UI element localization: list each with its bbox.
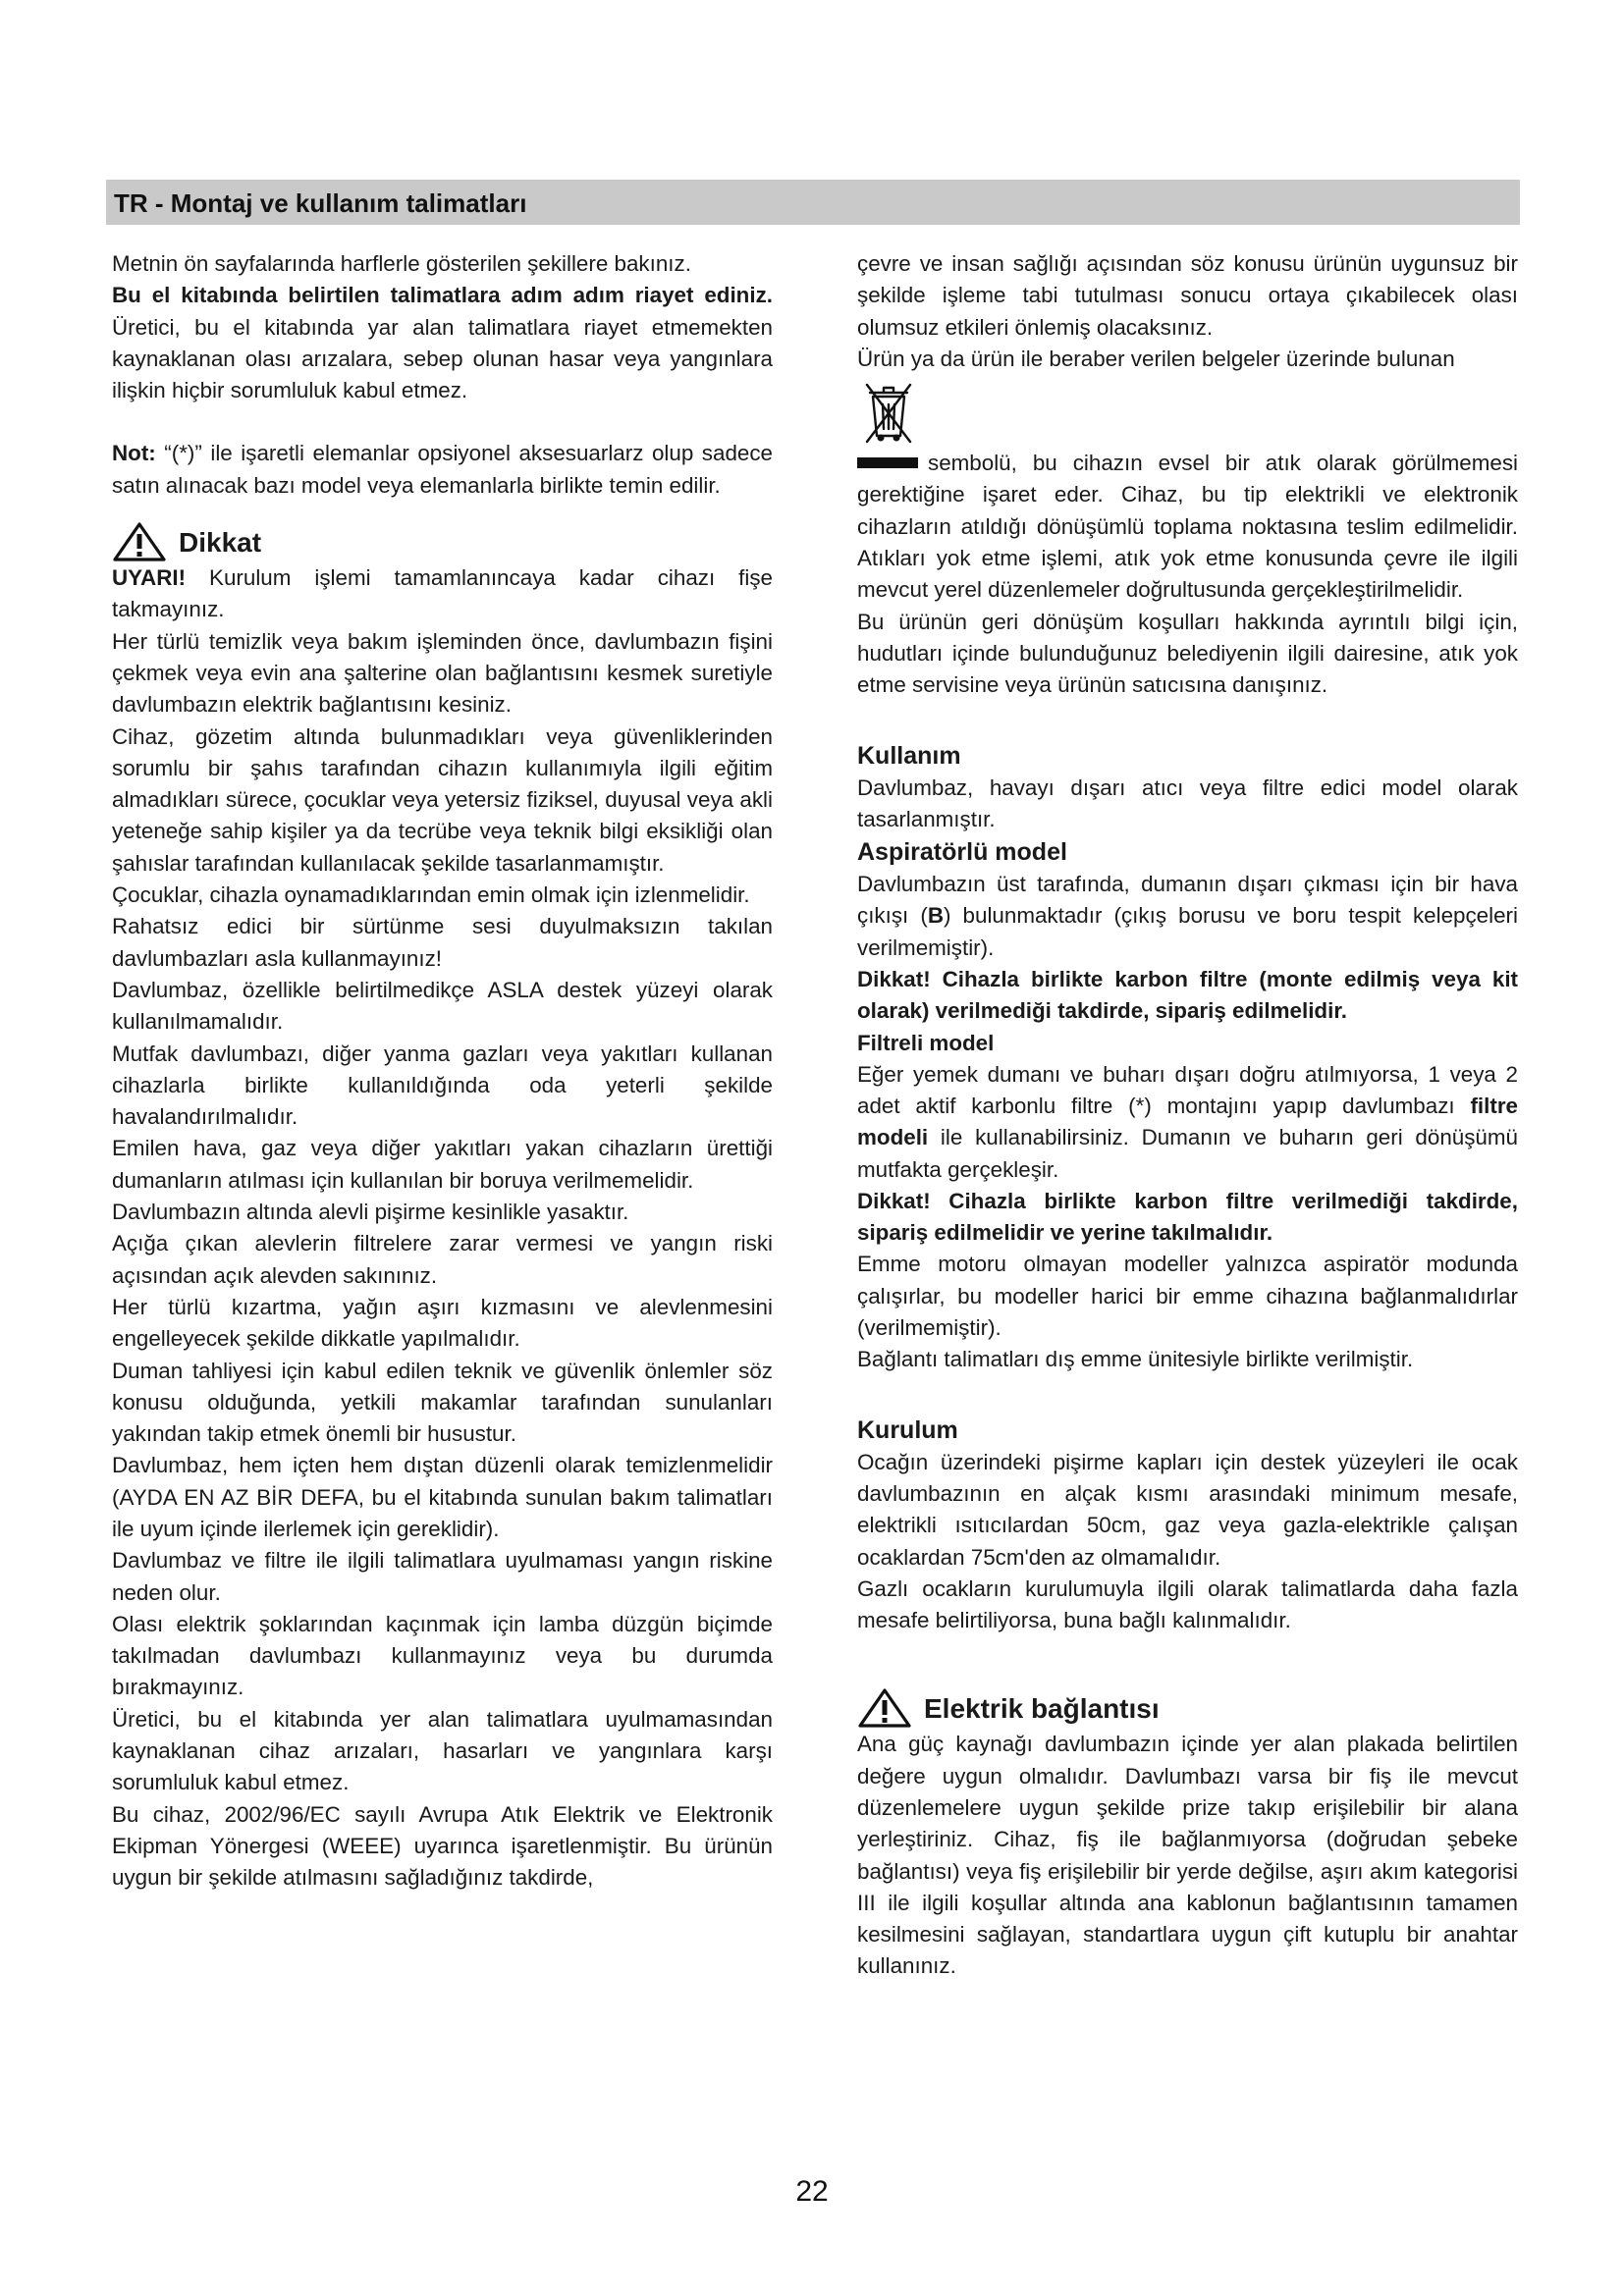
weee-symbol (857, 375, 1518, 448)
safety-paragraph: Açığa çıkan alevlerin filtrelere zarar vermesi ve yangın riski açısından açık alevden sakınınız. (112, 1231, 773, 1288)
weee-intro: Ürün ya da ürün ile beraber verilen belgeler üzerinde bulunan (857, 346, 1455, 371)
intro-paragraph: Metnin ön sayfalarında harflerle gösterilen şekillere bakınız. (112, 251, 691, 276)
elektrik-heading (857, 1687, 1518, 1729)
page-header (106, 180, 1520, 225)
safety-paragraph: Üretici, bu el kitabında yer alan talimatlara uyulmamasından kaynaklanan cihaz arızaları, hasarları ve yangınlara karşı sorumluluk kabul etmez. (112, 1706, 773, 1795)
dikkat-title: Dikkat (179, 527, 262, 559)
safety-paragraph: Davlumbaz, özellikle belirtilmedikçe ASLA destek yüzeyi olarak kullanılmamalıdır. (112, 977, 773, 1035)
safety-paragraph: Duman tahliyesi için kabul edilen teknik ve güvenlik önlemler söz konusu olduğunda, yetkili makamlar tarafından sunulanları yakından takip etmek önemli bir husustur. (112, 1358, 773, 1447)
aspirator-heading: Aspiratörlü model (857, 838, 1067, 867)
left-column (112, 248, 773, 1895)
elektrik-title: Elektrik bağlantısı (924, 1693, 1160, 1725)
intro-instructions: Bu el kitabında belirtilen talimatlara adım adım riayet ediniz. Üretici, bu el kitabında yar alan talimatlara riayet etmemekten kaynaklanan olası arızalara, sebep olunan hasar veya yangınlara ilişkin hiçbir sorumluluk kabul etmez. (112, 283, 773, 403)
kurulum-paragraph-2: Gazlı ocakların kurulumuyla ilgili olarak talimatlarda daha fazla mesafe belirtiliyorsa, buna bağlı kalınmalıdır. (857, 1575, 1518, 1633)
safety-paragraph: Her türlü temizlik veya bakım işleminden önce, davlumbazın fişini çekmek veya evin ana şalterine olan bağlantısını kesmek suretiyle davlumbazın elektrik bağlantısını kesiniz. (112, 628, 773, 718)
elektrik-paragraph: Ana güç kaynağı davlumbazın içinde yer alan plakada belirtilen değere uygun olmalıdır. Davlumbazı varsa bir fiş ile mevcut düzenlemelere uygun şekilde prize takıp erişilebilir bir alana yerleştiriniz. Cihaz, fiş ile bağlanmıyorsa (doğrudan şebeke bağlantısı) veya fiş erişilebilir bir yerde değilse, aşırı akım kategorisi III ile ilgili koşullar altında ana kablonun bağlantısının tamamen kesilmesini sağlayan, standartlara uygun çift kutuplu bir anahtar kullanınız. (857, 1732, 1518, 1979)
safety-paragraph: Her türlü kızartma, yağın aşırı kızmasını ve alevlenmesini engelleyecek şekilde dikkatle yapılmalıdır. (112, 1294, 773, 1352)
aspirator-warning: Dikkat! Cihazla birlikte karbon filtre (monte edilmiş veya kit olarak) verilmediği takdirde, sipariş edilmelidir. (857, 967, 1518, 1024)
filtreli-warning: Dikkat! Cihazla birlikte karbon filtre verilmediği takdirde, sipariş edilmelidir ve yerine takılmalıdır. (857, 1188, 1518, 1246)
filtreli-paragraph: Eğer yemek dumanı ve buharı dışarı doğru atılmıyorsa, 1 veya 2 adet aktif karbonlu filtre (*) montajını yapıp davlumbazı filtre modeli ile kullanabilirsiniz. Dumanın ve buharın geri dönüşümü mutfakta gerçekleşir. (857, 1061, 1518, 1182)
safety-paragraph: Cihaz, gözetim altında bulunmadıkları veya güvenliklerinden sorumlu bir şahıs tarafından cihazın kullanımıyla ilgili eğitim almadıkları sürece, çocuklar veya yetersiz fiziksel, duyusal veya akli yeteneğe sahip kişiler ya da tecrübe veya teknik bilgi eksikliği olan şahıslar tarafından kullanılacak şekilde tasarlanmamıştır. (112, 723, 773, 876)
filtreli-paragraph-2: Emme motoru olmayan modeller yalnızca aspiratör modunda çalışırlar, bu modeller harici bir emme cihazına bağlanmalıdırlar (verilmemiştir). (857, 1252, 1518, 1341)
crossed-out-bin-icon (859, 375, 918, 446)
weee-bar-icon (857, 457, 918, 468)
safety-paragraph: Bu cihaz, 2002/96/EC sayılı Avrupa Atık Elektrik ve Elektronik Ekipman Yönergesi (WEEE) uyarınca işaretlenmiştir. Bu ürünün uygun bir şekilde atılmasını sağladığınız takdirde, (112, 1801, 773, 1891)
warning-triangle-icon (112, 521, 167, 562)
note-paragraph: Not: “(*)” ile işaretli elemanlar opsiyonel aksesuarlarz olup sadece satın alınacak bazı model veya elemanlarla birlikte temin edilir. (112, 441, 773, 498)
warning-triangle-icon (857, 1687, 912, 1729)
weee-continuation: çevre ve insan sağlığı açısından söz konusu ürünün uygunsuz bir şekilde işleme tabi tutulması sonucu ortaya çıkabilecek olası olumsuz etkileri önlemiş olacaksınız. (857, 251, 1518, 340)
safety-paragraph: Davlumbaz ve filtre ile ilgili talimatlara uyulmaması yangın riskine neden olur. (112, 1548, 773, 1605)
recycle-paragraph: Bu ürünün geri dönüşüm koşulları hakkında ayrıntılı bilgi için, hudutları içinde bulunduğunuz belediyenin ilgili dairesine, atık yok etme servisine veya ürünün satıcısına danışınız. (857, 609, 1518, 698)
safety-paragraph: Mutfak davlumbazı, diğer yanma gazları veya yakıtları kullanan cihazlarla birlikte kullanıldığında oda yeterli şekilde havalandırılmalıdır. (112, 1041, 773, 1130)
dikkat-heading (112, 521, 773, 562)
warning-paragraph: UYARI! Kurulum işlemi tamamlanıncaya kadar cihazı fişe takmayınız. (112, 565, 773, 622)
filtreli-heading: Filtreli model (857, 1030, 995, 1055)
page-header-title: TR - Montaj ve kullanım talimatları (114, 188, 527, 218)
safety-paragraph: Davlumbazın altında alevli pişirme kesinlikle yasaktır. (112, 1200, 629, 1225)
safety-paragraph: Olası elektrik şoklarından kaçınmak için lamba düzgün biçimde takılmadan davlumbazı kullanmayınız veya bu durumda bırakmayınız. (112, 1611, 773, 1700)
kullanim-heading: Kullanım (857, 741, 961, 770)
kullanim-paragraph: Davlumbaz, havayı dışarı atıcı veya filtre edici model olarak tasarlanmıştır. (857, 774, 1518, 831)
right-column (857, 248, 1518, 1983)
safety-paragraph: Davlumbaz, hem içten hem dıştan düzenli olarak temizlenmelidir (AYDA EN AZ BİR DEFA, bu el kitabında sunulan bakım talimatları ile uyum içinde ilerlemek için gereklidir). (112, 1453, 773, 1541)
safety-paragraph: Rahatsız edici bir sürtünme sesi duyulmaksızın takılan davlumbazları asla kullanmayınız! (112, 914, 773, 971)
kurulum-paragraph: Ocağın üzerindeki pişirme kapları için destek yüzeyleri ile ocak davlumbazının en alçak kısmı arasındaki minimum mesafe, elektrikli ısıtıcılardan 50cm, gaz veya gazla-elektrikle çalışan ocaklardan 75cm'den az olmamalıdır. (857, 1449, 1518, 1570)
weee-description: sembolü, bu cihazın evsel bir atık olarak görülmemesi gerektiğine işaret eder. Cihaz, bu tip elektrikli ve elektronik cihazların atıldığı dönüşümlü toplama noktasına teslim edilmelidir. Atıkları yok etme işlemi, atık yok etme konusunda çevre ile ilgili mevcut yerel düzenlemeler doğrultusunda gerçekleştirilmelidir. (857, 451, 1518, 603)
safety-paragraph: Çocuklar, cihazla oynamadıklarından emin olmak için izlenmelidir. (112, 882, 750, 908)
kurulum-heading: Kurulum (857, 1415, 958, 1444)
filtreli-paragraph-3: Bağlantı talimatları dış emme ünitesiyle birlikte verilmiştir. (857, 1347, 1414, 1372)
safety-paragraph: Emilen hava, gaz veya diğer yakıtları yakan cihazların ürettiği dumanların atılması için kullanılan bir boruya verilmemelidir. (112, 1136, 773, 1193)
aspirator-paragraph: Davlumbazın üst tarafında, dumanın dışarı çıkması için bir hava çıkışı (B) bulunmaktadır (çıkış borusu ve boru tespit kelepçeleri verilmemiştir). (857, 872, 1518, 960)
page-number: 22 (795, 2175, 829, 2208)
